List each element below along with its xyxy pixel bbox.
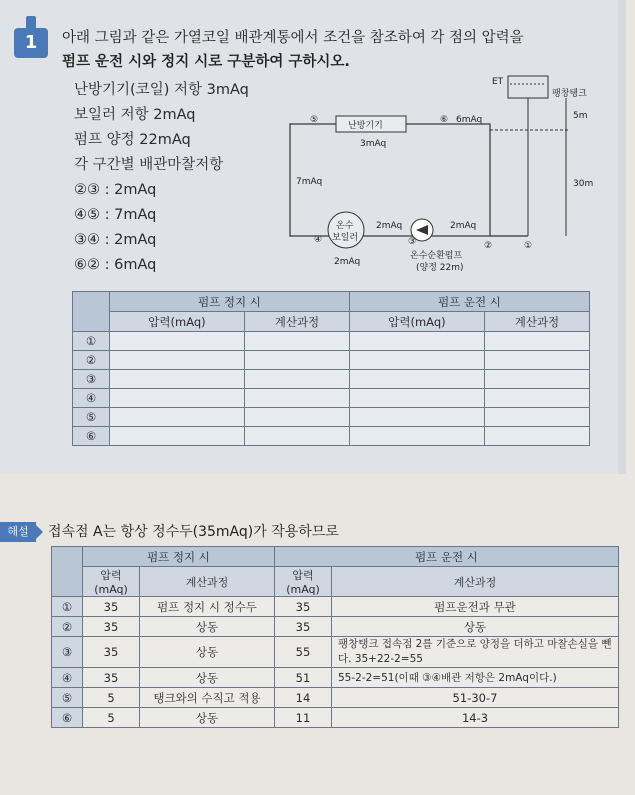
question-answer-table bbox=[72, 291, 590, 446]
boiler-label: 온수 bbox=[336, 221, 354, 231]
table-row: ① 35 펌프 정지 시 정수두 35 펌프운전과 무관 bbox=[52, 597, 619, 617]
condition-item: 각 구간별 배관마찰저항 bbox=[74, 157, 224, 173]
boiler-loss: 2mAq bbox=[334, 257, 361, 267]
pressure-header: 압력(mAq) bbox=[349, 312, 484, 332]
question-line-1: 아래 그림과 같은 가열코일 배관계통에서 조건을 참조하여 각 점의 압력을 bbox=[62, 30, 524, 46]
condition-item: ④⑤ : 7mAq bbox=[74, 207, 157, 223]
calc-header: 계산과정 bbox=[140, 567, 275, 597]
solution-text: 접속점 A는 항상 정수두(35mAq)가 작용하므로 bbox=[48, 524, 339, 540]
table-row: ⑥ 5 상동 11 14-3 bbox=[52, 708, 619, 728]
pressure-header: 압력(mAq) bbox=[110, 312, 245, 332]
table-row: ⑤ bbox=[73, 408, 590, 427]
pump-label: 온수순환펌프 bbox=[410, 251, 463, 261]
point-3: ③ bbox=[408, 237, 417, 247]
table-row: ④ 35 상동 51 55-2-2=51(이때 ③④배관 저항은 2mAq이다.) bbox=[52, 668, 619, 688]
height-top: 5m bbox=[573, 111, 588, 121]
point-6: ⑥ bbox=[440, 115, 449, 125]
heater-label: 난방기기 bbox=[348, 121, 383, 131]
conditions-list bbox=[74, 78, 249, 278]
pressure-header: 압력 (mAq) bbox=[83, 567, 140, 597]
expansion-tank bbox=[508, 76, 548, 98]
height-main: 30m bbox=[573, 179, 594, 189]
condition-item: ③④ : 2mAq bbox=[74, 232, 157, 248]
run-header: 펌프 운전 시 bbox=[275, 547, 619, 567]
point-5: ⑤ bbox=[310, 115, 319, 125]
condition-item: 펌프 양정 22mAq bbox=[74, 132, 191, 148]
condition-item: ②③ : 2mAq bbox=[74, 182, 157, 198]
point-2: ② bbox=[484, 241, 493, 251]
table-row: ② bbox=[73, 351, 590, 370]
et-label: ET bbox=[492, 77, 504, 87]
tank-label: 팽창탱크 bbox=[552, 89, 587, 99]
calc-header: 계산과정 bbox=[244, 312, 349, 332]
pipe-23-loss: 2mAq bbox=[450, 221, 477, 231]
solution-table bbox=[51, 546, 619, 728]
question-number: 1 bbox=[14, 28, 48, 58]
table-row: ③ 35 상동 55 팽창탱크 접속점 2를 기준으로 양정을 더하고 마찰손실을 뺀다. 35+22-2=55 bbox=[52, 637, 619, 668]
point-4: ④ bbox=[314, 235, 323, 245]
condition-item: ⑥② : 6mAq bbox=[74, 257, 157, 273]
piping-diagram bbox=[270, 66, 610, 286]
pump-head: (양정 22m) bbox=[416, 263, 464, 273]
condition-item: 보일러 저항 2mAq bbox=[74, 107, 196, 123]
pipe-34-loss: 2mAq bbox=[376, 221, 403, 231]
stop-header: 펌프 정지 시 bbox=[110, 292, 350, 312]
run-header: 펌프 운전 시 bbox=[349, 292, 589, 312]
stop-header: 펌프 정지 시 bbox=[83, 547, 275, 567]
point-1: ① bbox=[524, 241, 533, 251]
calc-header: 계산과정 bbox=[332, 567, 619, 597]
pipe-65-loss: 6mAq bbox=[456, 115, 483, 125]
solution-label: 해설 bbox=[0, 522, 36, 542]
table-row: ⑤ 5 탱크와의 수직고 적용 14 51-30-7 bbox=[52, 688, 619, 708]
table-row: ④ bbox=[73, 389, 590, 408]
table-row: ① bbox=[73, 332, 590, 351]
condition-item: 난방기기(코일) 저항 3mAq bbox=[74, 82, 249, 98]
table-row: ③ bbox=[73, 370, 590, 389]
svg-text:보일러: 보일러 bbox=[332, 233, 359, 243]
calc-header: 계산과정 bbox=[484, 312, 589, 332]
table-row: ⑥ bbox=[73, 427, 590, 446]
question-line-2: 펌프 운전 시와 정지 시로 구분하여 구하시오. bbox=[62, 54, 350, 70]
pipe-45-loss: 7mAq bbox=[296, 177, 323, 187]
pressure-header: 압력 (mAq) bbox=[275, 567, 332, 597]
table-row: ② 35 상동 35 상동 bbox=[52, 617, 619, 637]
heater-loss: 3mAq bbox=[360, 139, 387, 149]
